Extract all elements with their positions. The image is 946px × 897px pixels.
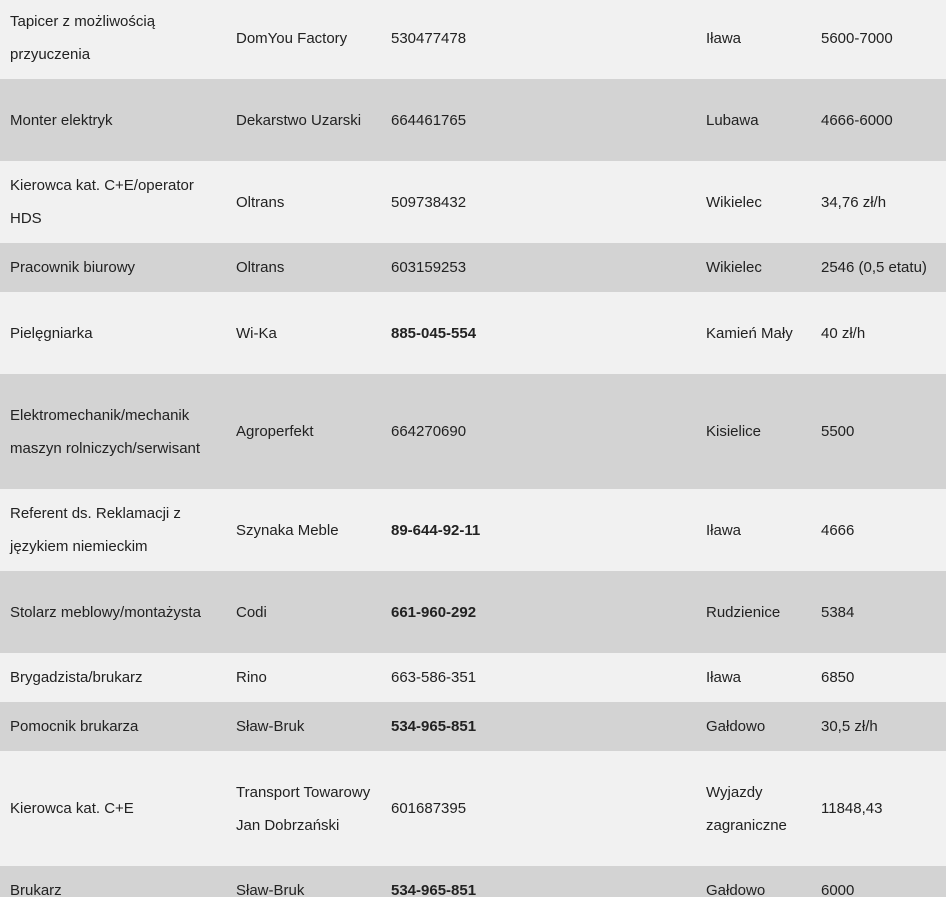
location-cell: Kamień Mały bbox=[706, 324, 793, 342]
location-cell: Wyjazdy zagraniczne bbox=[706, 783, 787, 834]
location-cell: Wikielec bbox=[706, 193, 762, 211]
company-cell: Oltrans bbox=[236, 193, 285, 211]
position-cell: Elektromechanik/mechanik maszyn rolniczych/serwisant bbox=[10, 406, 201, 457]
salary-cell: 11848,43 bbox=[821, 800, 883, 817]
salary-cell: 2546 (0,5 etatu) bbox=[821, 259, 927, 276]
table-row bbox=[0, 0, 946, 79]
salary-cell: 5384 bbox=[821, 603, 855, 621]
position-cell: Tapicer z możliwością przyuczenia bbox=[10, 13, 156, 63]
location-cell: Rudzienice bbox=[706, 603, 781, 621]
phone-cell: 664270690 bbox=[391, 423, 467, 440]
table-row bbox=[0, 653, 946, 702]
table-row bbox=[0, 243, 946, 292]
table-row bbox=[0, 292, 946, 374]
company-cell: Sław-Bruk bbox=[236, 718, 305, 735]
position-cell: Kierowca kat. C+E/operator HDS bbox=[10, 177, 194, 227]
table-row bbox=[0, 702, 946, 751]
position-cell: Brukarz bbox=[10, 882, 62, 897]
table-row bbox=[0, 866, 946, 897]
salary-cell: 30,5 zł/h bbox=[821, 718, 878, 735]
company-cell: Szynaka Meble bbox=[236, 521, 339, 539]
company-cell: Rino bbox=[236, 669, 267, 686]
position-cell: Referent ds. Reklamacji z językiem niemieckim bbox=[10, 505, 181, 555]
location-cell: Wikielec bbox=[706, 259, 762, 276]
position-cell: Stolarz meblowy/montażysta bbox=[10, 603, 201, 621]
phone-cell: 664461765 bbox=[391, 111, 467, 129]
location-cell: Gałdowo bbox=[706, 718, 766, 735]
company-cell: Sław-Bruk bbox=[236, 882, 305, 897]
phone-cell: 663-586-351 bbox=[391, 669, 477, 686]
salary-cell: 4666 bbox=[821, 521, 855, 539]
salary-cell: 34,76 zł/h bbox=[821, 193, 887, 211]
position-cell: Pracownik biurowy bbox=[10, 259, 136, 276]
company-cell: Agroperfekt bbox=[236, 423, 314, 440]
location-cell: Iława bbox=[706, 669, 742, 686]
position-cell: Pielęgniarka bbox=[10, 324, 93, 342]
position-cell: Brygadzista/brukarz bbox=[10, 669, 143, 686]
phone-cell: 534-965-851 bbox=[391, 718, 477, 735]
location-cell: Gałdowo bbox=[706, 882, 766, 897]
phone-cell: 534-965-851 bbox=[391, 882, 477, 897]
company-cell: Wi-Ka bbox=[236, 324, 277, 342]
location-cell: Kisielice bbox=[706, 423, 762, 440]
phone-cell: 601687395 bbox=[391, 800, 467, 817]
phone-cell: 530477478 bbox=[391, 29, 467, 47]
salary-cell: 5600-7000 bbox=[821, 29, 893, 47]
position-cell: Monter elektryk bbox=[10, 111, 113, 129]
table-row bbox=[0, 79, 946, 161]
company-cell: Codi bbox=[236, 603, 267, 621]
salary-cell: 6850 bbox=[821, 669, 855, 686]
location-cell: Iława bbox=[706, 29, 742, 47]
table-row bbox=[0, 489, 946, 571]
company-cell: DomYou Factory bbox=[236, 29, 348, 47]
location-cell: Iława bbox=[706, 521, 742, 539]
table-row bbox=[0, 751, 946, 866]
company-cell: Oltrans bbox=[236, 259, 285, 276]
salary-cell: 40 zł/h bbox=[821, 324, 866, 342]
position-cell: Pomocnik brukarza bbox=[10, 718, 139, 735]
company-cell: Dekarstwo Uzarski bbox=[236, 111, 362, 129]
table-row bbox=[0, 374, 946, 489]
salary-cell: 5500 bbox=[821, 423, 855, 440]
salary-cell: 6000 bbox=[821, 882, 855, 897]
table-row bbox=[0, 161, 946, 243]
phone-cell: 509738432 bbox=[391, 193, 467, 211]
phone-cell: 661-960-292 bbox=[391, 603, 477, 621]
position-cell: Kierowca kat. C+E bbox=[10, 800, 134, 817]
phone-cell: 89-644-92-11 bbox=[391, 521, 481, 539]
company-cell: Transport Towarowy Jan Dobrzański bbox=[236, 783, 371, 834]
salary-cell: 4666-6000 bbox=[821, 111, 893, 129]
table-row bbox=[0, 571, 946, 653]
phone-cell: 603159253 bbox=[391, 259, 467, 276]
phone-cell: 885-045-554 bbox=[391, 324, 477, 342]
location-cell: Lubawa bbox=[706, 111, 759, 129]
